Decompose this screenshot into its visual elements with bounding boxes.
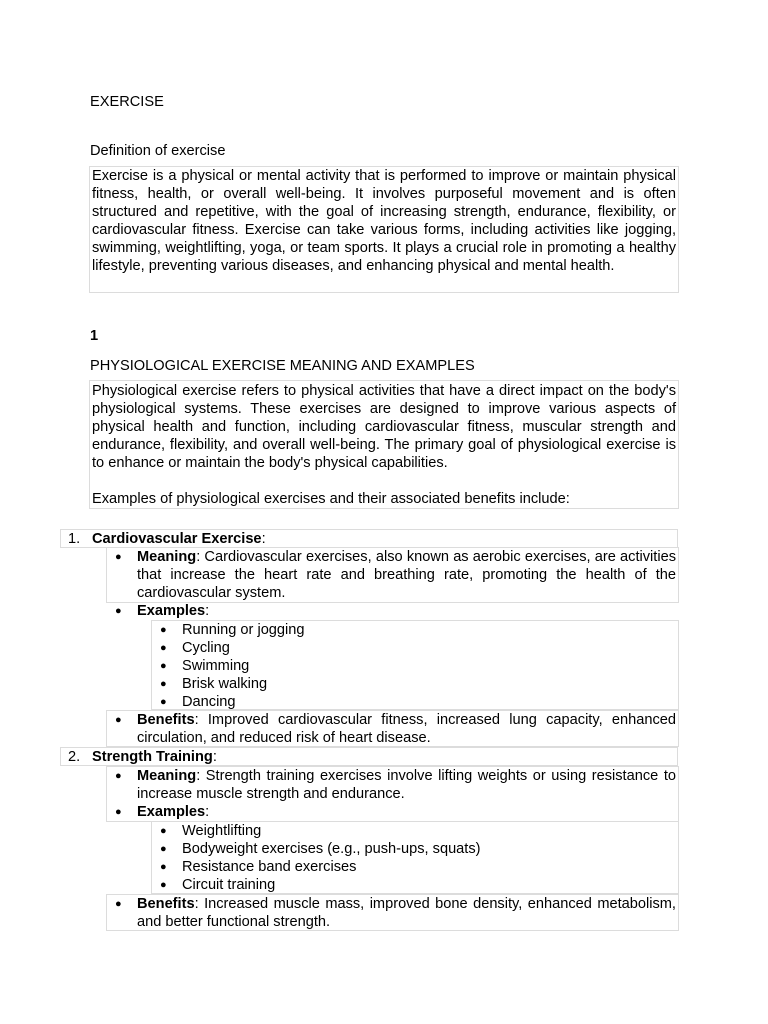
bullet-icon: ●	[160, 696, 167, 708]
list-item: ● Running or jogging	[160, 622, 305, 638]
definition-heading: Definition of exercise	[90, 143, 226, 159]
meaning-block: ● Meaning: Strength training exercises involve lifting weights or using resistance to increase muscle strength and endurance. ● Examples:	[106, 766, 679, 822]
list-item: ● Bodyweight exercises (e.g., push-ups, squats)	[160, 841, 481, 857]
list-item: ● Resistance band exercises	[160, 859, 357, 875]
definition-paragraph: Exercise is a physical or mental activity that is performed to improve or maintain physical fitness, health, or overall well-being. It involves purposeful movement and is often structured and repetitive, with the goal of increasing strength, endurance, flexibility, or cardiovascular fitness. Exercise can take various forms, including activities like jogging, swimming, weightlifting, yoga, or team sports. It plays a crucial role in promoting a healthy lifestyle, preventing various diseases, and enhancing physical and mental health.	[89, 166, 679, 293]
physiological-paragraph-box	[89, 380, 679, 509]
benefits-block	[106, 894, 679, 931]
list-item-cardiovascular: 1. Cardiovascular Exercise:	[60, 529, 678, 548]
bullet-icon: ●	[160, 678, 167, 690]
bullet-icon: ●	[115, 806, 122, 818]
examples-label: Examples	[137, 603, 206, 619]
document-title: EXERCISE	[90, 94, 164, 110]
benefits-text: : Increased muscle mass, improved bone density, enhanced metabolism, and better functional strength.	[137, 896, 676, 930]
benefits-text: : Improved cardiovascular fitness, increased lung capacity, enhanced circulation, and reduced risk of heart disease.	[137, 712, 676, 746]
meaning-label: Meaning	[137, 549, 197, 565]
bullet-icon: ●	[160, 624, 167, 636]
list-item: ● Cycling	[160, 640, 230, 656]
meaning-label: Meaning	[137, 768, 197, 784]
list-item: ● Brisk walking	[160, 676, 268, 692]
bullet-icon: ●	[160, 660, 167, 672]
meaning-text: : Strength training exercises involve lifting weights or using resistance to increase muscle strength and endurance.	[137, 768, 676, 802]
benefits-label: Benefits	[137, 896, 195, 912]
list-item: ● Circuit training	[160, 877, 276, 893]
bullet-icon: ●	[115, 714, 122, 726]
item-name: Strength Training	[92, 749, 213, 765]
bullet-icon: ●	[115, 770, 122, 782]
list-item: ● Dancing	[160, 694, 236, 710]
bullet-icon: ●	[115, 898, 122, 910]
list-item: ● Swimming	[160, 658, 250, 674]
physiological-paragraph: Physiological exercise refers to physical activities that have a direct impact on the body's physiological systems. These exercises are designed to improve various aspects of physical health and function, including cardiovascular fitness, muscular strength and endurance, flexibility, and overall well-being. The primary goal of physiological exercise is to enhance or maintain the body's physical capabilities.	[92, 383, 676, 471]
benefits-label: Benefits	[137, 712, 195, 728]
examples-list	[151, 821, 679, 894]
list-item: ● Weightlifting	[160, 823, 262, 839]
list-item-strength: 2. Strength Training:	[60, 747, 678, 766]
bullet-icon: ●	[160, 843, 167, 855]
list-number: 2.	[68, 749, 81, 765]
examples-label: Examples	[137, 804, 206, 820]
item-name: Cardiovascular Exercise	[92, 531, 262, 547]
bullet-icon: ●	[115, 551, 122, 563]
examples-list	[151, 620, 679, 710]
list-number: 1.	[68, 531, 81, 547]
examples-intro: Examples of physiological exercises and their associated benefits include:	[92, 491, 570, 507]
bullet-icon: ●	[160, 642, 167, 654]
bullet-icon: ●	[160, 861, 167, 873]
benefits-block	[106, 710, 679, 747]
bullet-icon: ●	[160, 825, 167, 837]
section-number: 1	[90, 328, 99, 344]
bullet-icon: ●	[115, 605, 122, 617]
meaning-block: ● Meaning: Cardiovascular exercises, also known as aerobic exercises, are activities that increase the heart rate and breathing rate, promoting the health of the cardiovascular system. ● Examples:	[106, 547, 679, 603]
bullet-icon: ●	[160, 879, 167, 891]
meaning-text: : Cardiovascular exercises, also known as aerobic exercises, are activities that increase the heart rate and breathing rate, promoting the health of the cardiovascular system.	[137, 549, 676, 601]
physiological-heading: PHYSIOLOGICAL EXERCISE MEANING AND EXAMPLES	[90, 358, 475, 374]
